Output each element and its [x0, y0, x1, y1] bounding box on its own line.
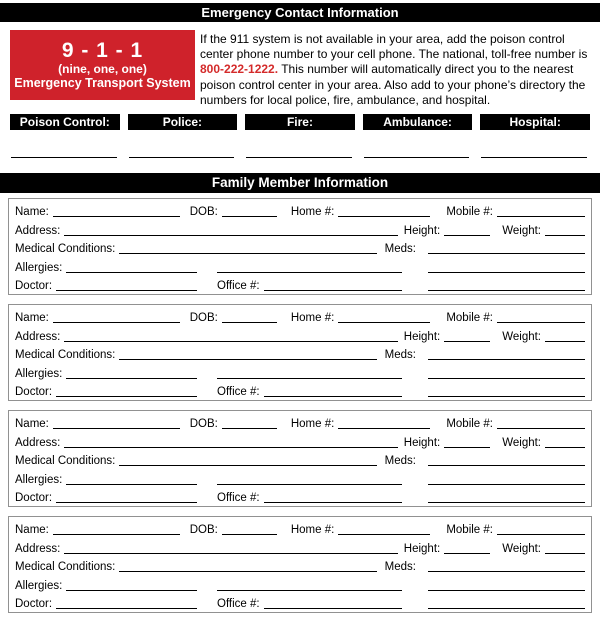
meds-continuation-line[interactable]: [428, 484, 585, 485]
weight-label: Weight:: [502, 330, 541, 343]
height-label: Height:: [403, 436, 441, 449]
dob-label: DOB:: [189, 418, 218, 431]
address-line[interactable]: [64, 447, 397, 448]
home-number-line[interactable]: [338, 216, 430, 217]
office-number-label: Office #:: [217, 597, 260, 610]
dob-label: DOB:: [189, 524, 218, 537]
mobile-number-line[interactable]: [497, 322, 585, 323]
meds-label: Meds:: [384, 455, 416, 468]
name-line[interactable]: [53, 534, 180, 535]
address-line[interactable]: [64, 341, 397, 342]
allergies-label: Allergies:: [15, 261, 63, 274]
doctor-cell: [15, 597, 197, 612]
meds-label: Meds:: [384, 349, 416, 362]
address-label: Address:: [15, 542, 61, 555]
address-label: Address:: [15, 436, 61, 449]
family-member-block: [8, 516, 592, 613]
member-row-allergies: [15, 363, 585, 381]
height-label: Height:: [403, 542, 441, 555]
meds-line[interactable]: [428, 571, 585, 572]
doctor-cell: [15, 279, 197, 294]
911-words: (nine, one, one): [58, 61, 147, 76]
member-row-address: [15, 432, 585, 450]
office-number-line[interactable]: [264, 396, 402, 397]
home-number-label: Home #:: [290, 312, 335, 325]
member-row-medical: [15, 557, 585, 575]
dob-label: DOB:: [189, 312, 218, 325]
home-number-label: Home #:: [290, 524, 335, 537]
member-row-identity: [15, 414, 585, 432]
dob-line[interactable]: [222, 322, 277, 323]
fire-label: Fire:: [245, 114, 355, 130]
office-number-line[interactable]: [264, 608, 402, 609]
address-line[interactable]: [64, 235, 397, 236]
member-row-doctor: [15, 594, 585, 612]
allergies-line[interactable]: [66, 590, 197, 591]
doctor-label: Doctor:: [15, 491, 53, 504]
ambulance-label: Ambulance:: [363, 114, 473, 130]
police-line[interactable]: [129, 157, 235, 158]
doctor-label: Doctor:: [15, 385, 53, 398]
mobile-number-label: Mobile #:: [446, 312, 493, 325]
medical-conditions-line[interactable]: [119, 465, 376, 466]
weight-line[interactable]: [545, 235, 585, 236]
poison-control-line[interactable]: [11, 157, 117, 158]
poison-control-instructions: [200, 30, 592, 108]
allergies-continuation-line[interactable]: [217, 378, 402, 379]
height-line[interactable]: [444, 341, 490, 342]
weight-label: Weight:: [502, 436, 541, 449]
mobile-number-label: Mobile #:: [446, 524, 493, 537]
emergency-info-section: [0, 30, 600, 108]
mobile-number-line[interactable]: [497, 428, 585, 429]
meds-continuation-line-2[interactable]: [428, 608, 585, 609]
member-row-identity: [15, 308, 585, 326]
mobile-number-line[interactable]: [497, 534, 585, 535]
allergies-continuation-line[interactable]: [217, 272, 402, 273]
medical-conditions-label: Medical Conditions:: [15, 561, 116, 574]
weight-line[interactable]: [545, 447, 585, 448]
name-line[interactable]: [53, 428, 180, 429]
fire-line[interactable]: [246, 157, 352, 158]
doctor-line[interactable]: [56, 396, 197, 397]
family-member-header: [0, 173, 600, 193]
member-row-medical: [15, 451, 585, 469]
contact-column: [245, 114, 355, 158]
family-member-block: [8, 198, 592, 295]
office-number-label: Office #:: [217, 491, 260, 504]
poison-control-label: Poison Control:: [10, 114, 120, 130]
dob-line[interactable]: [222, 534, 277, 535]
instructions-after-phone: This number will automatically direct you to the nearest poison control center in your area. Also add to your phone’s directory the numbers for local police, fire, ambulance, and hospital.: [200, 62, 586, 107]
member-row-medical: [15, 345, 585, 363]
member-row-doctor: [15, 276, 585, 294]
name-line[interactable]: [53, 216, 180, 217]
family-section-title: Family Member Information: [211, 175, 389, 191]
home-number-line[interactable]: [338, 428, 430, 429]
911-badge: [10, 30, 195, 100]
family-member-block: [8, 304, 592, 401]
name-line[interactable]: [53, 322, 180, 323]
family-member-blocks: [0, 193, 600, 613]
name-label: Name:: [15, 418, 49, 431]
medical-conditions-line[interactable]: [119, 571, 376, 572]
doctor-line[interactable]: [56, 502, 197, 503]
allergies-line[interactable]: [66, 484, 197, 485]
name-label: Name:: [15, 312, 49, 325]
meds-continuation-line-2[interactable]: [428, 502, 585, 503]
meds-line[interactable]: [428, 465, 585, 466]
mobile-number-label: Mobile #:: [446, 418, 493, 431]
name-label: Name:: [15, 206, 49, 219]
meds-continuation-line[interactable]: [428, 590, 585, 591]
height-label: Height:: [403, 224, 441, 237]
meds-continuation-line-2[interactable]: [428, 290, 585, 291]
meds-continuation-line[interactable]: [428, 378, 585, 379]
allergies-continuation-line[interactable]: [217, 590, 402, 591]
page-title: Emergency Contact Information: [201, 5, 399, 20]
meds-label: Meds:: [384, 561, 416, 574]
address-label: Address:: [15, 330, 61, 343]
hospital-label: Hospital:: [480, 114, 590, 130]
weight-label: Weight:: [502, 542, 541, 555]
doctor-label: Doctor:: [15, 279, 53, 292]
member-row-identity: [15, 520, 585, 538]
ambulance-line[interactable]: [364, 157, 470, 158]
member-row-address: [15, 538, 585, 556]
height-label: Height:: [403, 330, 441, 343]
office-number-line[interactable]: [264, 290, 402, 291]
medical-conditions-label: Medical Conditions:: [15, 243, 116, 256]
doctor-line[interactable]: [56, 608, 197, 609]
allergies-line[interactable]: [66, 378, 197, 379]
contact-column: [10, 114, 120, 158]
member-row-doctor: [15, 382, 585, 400]
name-label: Name:: [15, 524, 49, 537]
911-caption: Emergency Transport System: [14, 75, 191, 90]
member-row-identity: [15, 202, 585, 220]
medical-conditions-line[interactable]: [119, 359, 376, 360]
allergies-label: Allergies:: [15, 579, 63, 592]
mobile-number-label: Mobile #:: [446, 206, 493, 219]
office-cell: [217, 491, 402, 506]
contact-column: [128, 114, 238, 158]
home-number-line[interactable]: [338, 322, 430, 323]
height-line[interactable]: [444, 235, 490, 236]
doctor-line[interactable]: [56, 290, 197, 291]
911-number: 9 - 1 - 1: [61, 38, 144, 62]
meds-line[interactable]: [428, 359, 585, 360]
member-row-address: [15, 220, 585, 238]
member-row-address: [15, 326, 585, 344]
member-row-allergies: [15, 575, 585, 593]
allergies-line[interactable]: [66, 272, 197, 273]
office-cell: [217, 385, 402, 400]
instructions-before-phone: If the 911 system is not available in your area, add the poison control center phone number to your cell phone. The national, toll-free number is: [200, 32, 588, 62]
medical-conditions-line[interactable]: [119, 253, 376, 254]
meds-continuation-line[interactable]: [428, 272, 585, 273]
home-number-line[interactable]: [338, 534, 430, 535]
doctor-label: Doctor:: [15, 597, 53, 610]
mobile-number-line[interactable]: [497, 216, 585, 217]
office-number-label: Office #:: [217, 385, 260, 398]
contact-column: [480, 114, 590, 158]
meds-continuation-line-2[interactable]: [428, 396, 585, 397]
doctor-cell: [15, 385, 197, 400]
allergies-cell: [15, 367, 197, 382]
address-label: Address:: [15, 224, 61, 237]
emergency-contacts-row: [0, 114, 600, 158]
home-number-label: Home #:: [290, 418, 335, 431]
allergies-continuation-line[interactable]: [217, 484, 402, 485]
office-number-line[interactable]: [264, 502, 402, 503]
height-line[interactable]: [444, 553, 490, 554]
dob-line[interactable]: [222, 428, 277, 429]
dob-line[interactable]: [222, 216, 277, 217]
address-line[interactable]: [64, 553, 397, 554]
allergies-cell: [15, 261, 197, 276]
weight-line[interactable]: [545, 553, 585, 554]
height-line[interactable]: [444, 447, 490, 448]
weight-label: Weight:: [502, 224, 541, 237]
allergies-cell: [15, 473, 197, 488]
hospital-line[interactable]: [481, 157, 587, 158]
medical-conditions-label: Medical Conditions:: [15, 455, 116, 468]
office-cell: [217, 279, 402, 294]
medical-conditions-label: Medical Conditions:: [15, 349, 116, 362]
member-row-allergies: [15, 469, 585, 487]
weight-line[interactable]: [545, 341, 585, 342]
allergies-label: Allergies:: [15, 367, 63, 380]
doctor-cell: [15, 491, 197, 506]
poison-control-phone-number: 800-222-1222.: [200, 62, 279, 77]
emergency-contact-header: [0, 3, 600, 22]
contact-column: [363, 114, 473, 158]
meds-label: Meds:: [384, 243, 416, 256]
dob-label: DOB:: [189, 206, 218, 219]
home-number-label: Home #:: [290, 206, 335, 219]
family-member-block: [8, 410, 592, 507]
office-number-label: Office #:: [217, 279, 260, 292]
allergies-label: Allergies:: [15, 473, 63, 486]
member-row-doctor: [15, 488, 585, 506]
member-row-allergies: [15, 257, 585, 275]
meds-line[interactable]: [428, 253, 585, 254]
police-label: Police:: [128, 114, 238, 130]
member-row-medical: [15, 239, 585, 257]
allergies-cell: [15, 579, 197, 594]
office-cell: [217, 597, 402, 612]
